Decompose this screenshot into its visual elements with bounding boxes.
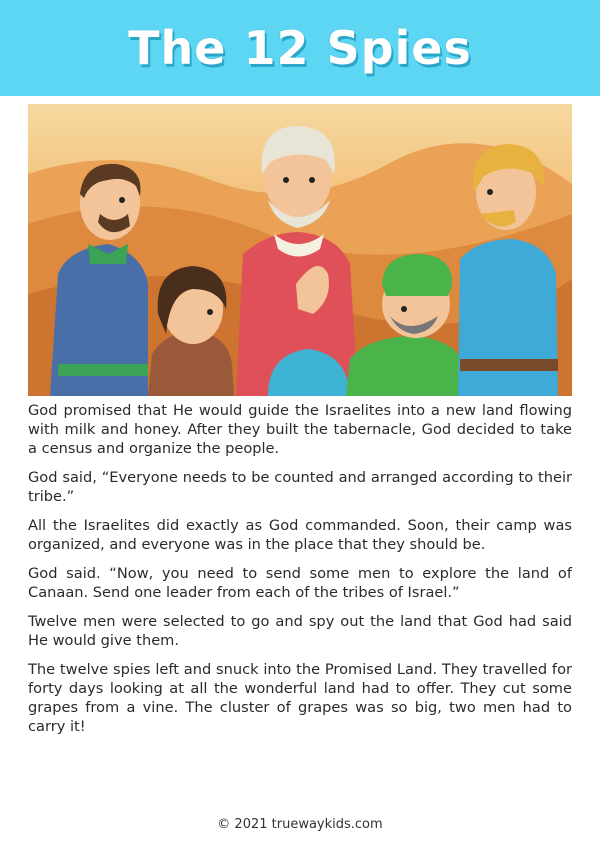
story-paragraph: Twelve men were selected to go and spy out the land that God had said He would give them. xyxy=(28,613,572,649)
story-paragraph: The twelve spies left and snuck into the Promised Land. They travelled for forty days looking at all the wonderful land had to offer. They cut some grapes from a vine. The cluster of grapes was so big, two men had to carry it! xyxy=(28,661,572,735)
story-text xyxy=(28,401,572,746)
header-banner xyxy=(0,0,600,96)
page-title: The 12 Spies xyxy=(128,21,472,75)
illustration-artwork xyxy=(28,104,572,396)
story-paragraph: God said, “Everyone needs to be counted and arranged according to their tribe.” xyxy=(28,469,572,505)
story-paragraph: All the Israelites did exactly as God commanded. Soon, their camp was organized, and everyone was in the place that they should be. xyxy=(28,517,572,553)
story-paragraph: God promised that He would guide the Israelites into a new land flowing with milk and honey. After they built the tabernacle, God decided to take a census and organize the people. xyxy=(28,402,572,457)
copyright-footer: © 2021 truewaykids.com xyxy=(217,817,383,832)
story-paragraph: God said. “Now, you need to send some men to explore the land of Canaan. Send one leader from each of the tribes of Israel.” xyxy=(28,565,572,601)
story-illustration xyxy=(28,104,572,396)
